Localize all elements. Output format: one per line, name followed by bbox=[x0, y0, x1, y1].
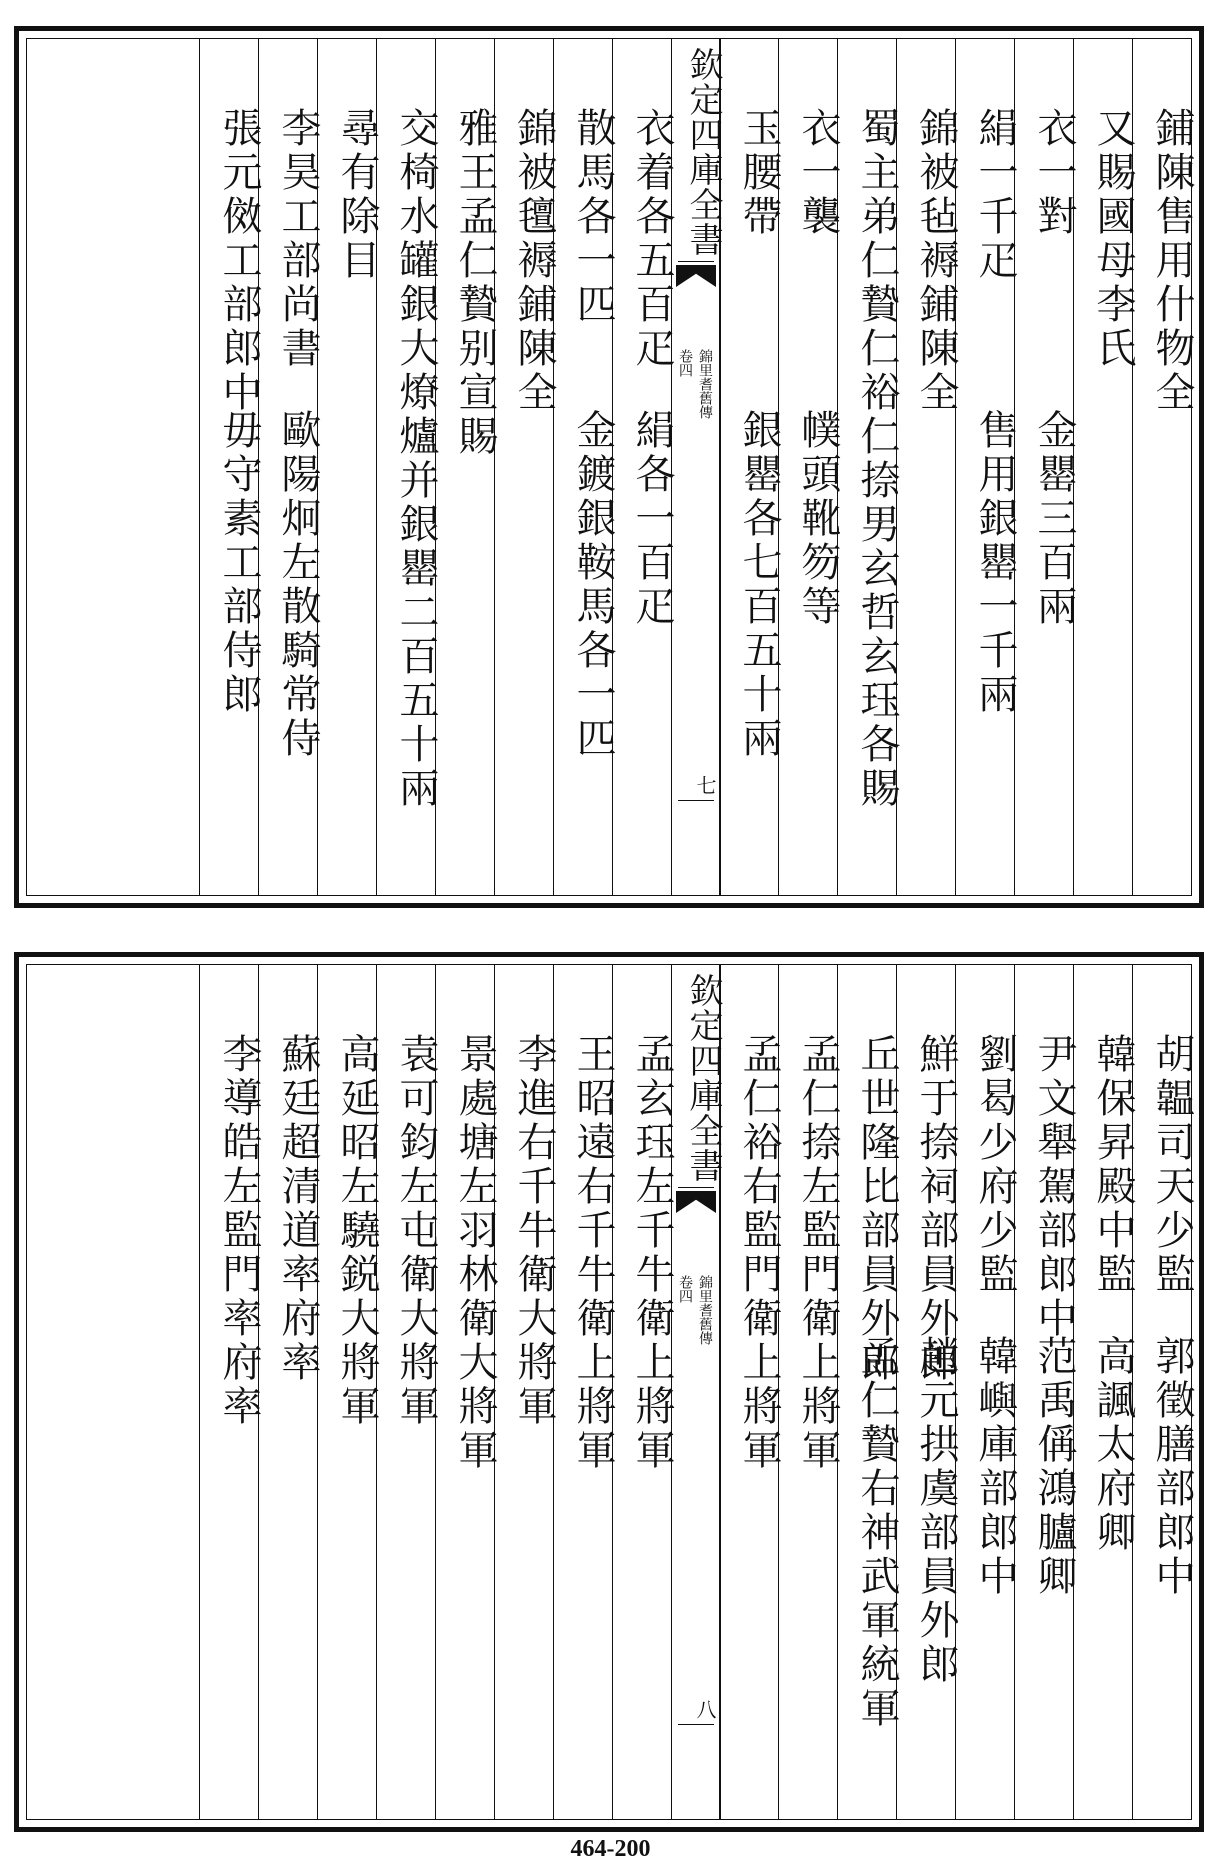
column-text-upper: 衣着各五百疋 bbox=[629, 107, 675, 371]
column-text-lower: 金鍍銀鞍馬各一匹 bbox=[570, 409, 616, 761]
column-text-upper: 丘世隆比部員外郎 bbox=[854, 1033, 900, 1385]
column-text-lower: 歐陽炯左散騎常侍 bbox=[275, 409, 321, 761]
column-text-lower: 高諷太府卿 bbox=[1090, 1335, 1136, 1555]
text-column bbox=[317, 965, 380, 1819]
column-text-upper: 鮮于捺祠部員外郎 bbox=[913, 1033, 959, 1385]
column-text-lower: 金罌三百兩 bbox=[1031, 409, 1077, 629]
column-text-upper: 李昊工部尚書 bbox=[275, 107, 321, 371]
text-column bbox=[376, 39, 439, 895]
column-text-upper: 錦被氊褥鋪陳全 bbox=[511, 107, 557, 415]
column-text-upper: 雅王孟仁贄别宣賜 bbox=[452, 107, 498, 459]
text-column bbox=[896, 39, 959, 895]
book-title: 欽定四庫全書 bbox=[683, 973, 723, 1183]
book-title: 欽定四庫全書 bbox=[683, 47, 723, 257]
fishtail-mark-icon bbox=[676, 1191, 716, 1213]
center-fold bbox=[671, 965, 721, 1819]
page-code: 464-200 bbox=[570, 1836, 651, 1862]
column-text-upper: 散馬各一匹 bbox=[570, 107, 616, 327]
column-text-upper: 蘇廷超清道率府率 bbox=[275, 1033, 321, 1385]
column-text-upper: 衣一襲 bbox=[795, 107, 841, 239]
column-text-upper: 景處塘左羽林衛大將軍 bbox=[452, 1033, 498, 1473]
fold-divider bbox=[678, 261, 714, 262]
column-text-upper: 王昭遠右千牛衛上將軍 bbox=[570, 1033, 616, 1473]
column-text-upper: 尋有除目 bbox=[334, 107, 380, 283]
text-column bbox=[199, 39, 262, 895]
column-text-lower: 幞頭靴笏等 bbox=[795, 409, 841, 629]
column-text-upper: 交椅水罐銀大燎爐并銀罌二百五十兩 bbox=[393, 107, 439, 811]
text-column bbox=[837, 39, 900, 895]
column-text-upper: 李進右千牛衛大將軍 bbox=[511, 1033, 557, 1429]
text-column bbox=[1073, 39, 1136, 895]
column-text-lower: 毋守素工部侍郎 bbox=[216, 409, 262, 717]
fold-book-name: 錦里耆舊傳 bbox=[697, 349, 713, 419]
text-column bbox=[719, 39, 782, 895]
column-text-lower: 趙元拱虞部員外郎 bbox=[913, 1335, 959, 1687]
text-column bbox=[435, 39, 498, 895]
leaf-number: 八 bbox=[693, 1699, 717, 1719]
column-text-upper: 孟仁捺左監門衛上將軍 bbox=[795, 1033, 841, 1473]
text-column bbox=[612, 965, 675, 1819]
text-column bbox=[553, 965, 616, 1819]
column-text-lower: 銀罌各七百五十兩 bbox=[736, 409, 782, 761]
column-text-upper: 胡韞司天少監 bbox=[1149, 1033, 1195, 1297]
text-column bbox=[955, 965, 1018, 1819]
text-column bbox=[258, 965, 321, 1819]
column-text-upper: 李導皓左監門率府率 bbox=[216, 1033, 262, 1429]
column-text-upper: 高延昭左驍鋭大將軍 bbox=[334, 1033, 380, 1429]
fold-divider bbox=[678, 800, 714, 801]
column-text-upper: 鋪陳售用什物全 bbox=[1149, 107, 1195, 415]
bottom-page-grid bbox=[26, 964, 1195, 1820]
column-text-upper: 蜀主弟仁贄仁裕仁捺男玄哲玄珏各賜 bbox=[854, 107, 900, 811]
column-text-lower: 孟仁贄右神武軍統軍 bbox=[854, 1335, 900, 1731]
center-fold bbox=[671, 39, 721, 895]
fishtail-mark-icon bbox=[676, 265, 716, 287]
fold-book-name: 錦里耆舊傳 bbox=[697, 1275, 713, 1345]
fold-divider bbox=[678, 1187, 714, 1188]
column-text-upper: 衣一對 bbox=[1031, 107, 1077, 239]
column-text-upper: 劉曷少府少監 bbox=[972, 1033, 1018, 1297]
text-column bbox=[258, 39, 321, 895]
text-column bbox=[778, 39, 841, 895]
leaf-number: 七 bbox=[693, 775, 717, 795]
text-column bbox=[1014, 39, 1077, 895]
text-column bbox=[955, 39, 1018, 895]
column-text-upper: 錦被毡褥鋪陳全 bbox=[913, 107, 959, 415]
text-column bbox=[719, 965, 782, 1819]
fold-volume: 卷四 bbox=[677, 349, 693, 377]
fold-volume: 卷四 bbox=[677, 1275, 693, 1303]
column-text-lower: 韓嶼庫部郎中 bbox=[972, 1335, 1018, 1599]
top-page-grid bbox=[26, 38, 1195, 896]
text-column bbox=[612, 39, 675, 895]
text-column bbox=[1132, 965, 1195, 1819]
column-text-upper: 玉腰帶 bbox=[736, 107, 782, 239]
column-text-upper: 絹一千疋 bbox=[972, 107, 1018, 283]
column-text-lower: 絹各一百疋 bbox=[629, 409, 675, 629]
top-page-frame bbox=[14, 26, 1204, 908]
column-text-lower: 范禹偁鴻臚卿 bbox=[1031, 1335, 1077, 1599]
column-text-upper: 韓保昇殿中監 bbox=[1090, 1033, 1136, 1297]
column-text-lower: 郭徵膳部郎中 bbox=[1149, 1335, 1195, 1599]
text-column bbox=[376, 965, 439, 1819]
column-text-lower: 售用銀罌一千兩 bbox=[972, 409, 1018, 717]
text-column bbox=[199, 965, 262, 1819]
fold-divider bbox=[678, 1724, 714, 1725]
text-column bbox=[494, 965, 557, 1819]
column-text-upper: 張元傚工部郎中 bbox=[216, 107, 262, 415]
text-column bbox=[896, 965, 959, 1819]
text-column bbox=[317, 39, 380, 895]
column-text-upper: 又賜國母李氏 bbox=[1090, 107, 1136, 371]
column-text-upper: 孟仁裕右監門衛上將軍 bbox=[736, 1033, 782, 1473]
text-column bbox=[494, 39, 557, 895]
text-column bbox=[1132, 39, 1195, 895]
column-text-upper: 孟玄珏左千牛衛上將軍 bbox=[629, 1033, 675, 1473]
bottom-page-frame bbox=[14, 952, 1204, 1832]
text-column bbox=[553, 39, 616, 895]
text-column bbox=[435, 965, 498, 1819]
column-text-upper: 袁可鈞左屯衛大將軍 bbox=[393, 1033, 439, 1429]
text-column bbox=[778, 965, 841, 1819]
text-column bbox=[1014, 965, 1077, 1819]
text-column bbox=[837, 965, 900, 1819]
column-text-upper: 尹文舉駕部郎中 bbox=[1031, 1033, 1077, 1341]
text-column bbox=[1073, 965, 1136, 1819]
